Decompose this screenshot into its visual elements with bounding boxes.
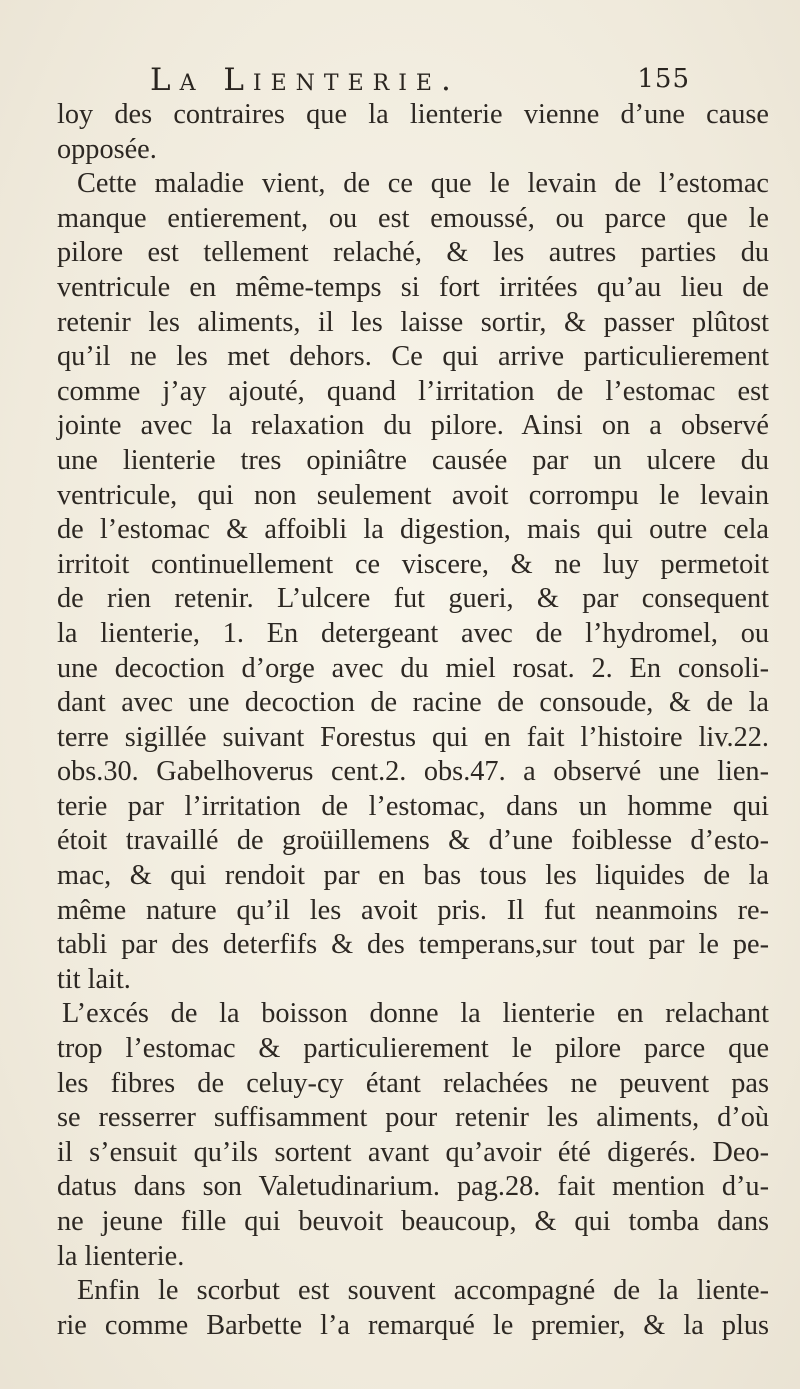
text-line: ne jeune fille qui beuvoit beaucoup, & qui tomba dans <box>57 1206 769 1237</box>
text-line: il s’ensuit qu’ils sortent avant qu’avoir été digerés. Deo- <box>57 1136 769 1168</box>
text-line: Enfin le scorbut est souvent accompagné de la liente- <box>77 1275 769 1307</box>
text-line: une lienterie tres opiniâtre causée par un ulcere du <box>57 444 769 476</box>
text-line: comme j’ay ajouté, quand l’irritation de l’estomac est <box>57 375 769 407</box>
text-line: Cette maladie vient, de ce que le levain de l’estomac <box>77 168 769 200</box>
text-line: les fibres de celuy-cy étant relachées ne peuvent pas <box>57 1067 769 1099</box>
body-text <box>57 98 769 1343</box>
text-line: dant avec une decoction de racine de consoude, & de la <box>57 687 769 719</box>
text-line: même nature qu’il les avoit pris. Il fut neanmoins re- <box>57 894 769 926</box>
text-line: pilore est tellement relaché, & les autres parties du <box>57 237 769 269</box>
text-line: la lienterie, 1. En detergeant avec de l’hydromel, ou <box>57 617 769 649</box>
text-line: datus dans son Valetudinarium. pag.28. fait mention d’u- <box>57 1171 769 1203</box>
text-line: opposée. <box>57 133 157 165</box>
text-line: la lienterie. <box>57 1240 185 1272</box>
text-line: qu’il ne les met dehors. Ce qui arrive particulierement <box>57 341 769 373</box>
text-line: rie comme Barbette l’a remarqué le premier, & la plus <box>57 1309 769 1341</box>
page-number: 155 <box>637 64 690 94</box>
text-line: une decoction d’orge avec du miel rosat. 2. En consoli- <box>57 652 769 684</box>
text-line: obs.30. Gabelhoverus cent.2. obs.47. a observé une lien- <box>57 756 769 788</box>
text-line: L’excés de la boisson donne la lienterie en relachant <box>62 998 769 1030</box>
text-line: étoit travaillé de groüillemens & d’une foiblesse d’esto- <box>57 825 769 857</box>
text-line: mac, & qui rendoit par en bas tous les liquides de la <box>57 860 769 892</box>
text-line: ventricule, qui non seulement avoit corrompu le levain <box>57 479 769 511</box>
text-line: tit lait. <box>57 963 131 995</box>
text-line: manque entierement, ou est emoussé, ou parce que le <box>57 202 769 234</box>
text-line: loy des contraires que la lienterie vienne d’une cause <box>57 99 769 130</box>
text-line: retenir les aliments, il les laisse sortir, & passer plûtost <box>57 306 769 338</box>
text-line: de rien retenir. L’ulcere fut gueri, & par consequent <box>57 583 769 615</box>
text-line: trop l’estomac & particulierement le pilore parce que <box>57 1033 769 1065</box>
page-header <box>150 62 690 102</box>
text-line: ventricule en même-temps si fort irritées qu’au lieu de <box>57 271 769 303</box>
text-line: terie par l’irritation de l’estomac, dans un homme qui <box>57 790 769 822</box>
text-line: jointe avec la relaxation du pilore. Ainsi on a observé <box>57 410 769 442</box>
text-line: terre sigillée suivant Forestus qui en fait l’histoire liv.22. <box>57 721 769 753</box>
running-title: La Lienterie. <box>150 62 460 98</box>
text-line: se resserrer suffisamment pour retenir les aliments, d’où <box>57 1102 769 1134</box>
text-line: irritoit continuellement ce viscere, & ne luy permetoit <box>57 548 769 580</box>
text-line: tabli par des deterfifs & des temperans,sur tout par le pe- <box>57 929 769 961</box>
text-line: de l’estomac & affoibli la digestion, mais qui outre cela <box>57 514 769 546</box>
